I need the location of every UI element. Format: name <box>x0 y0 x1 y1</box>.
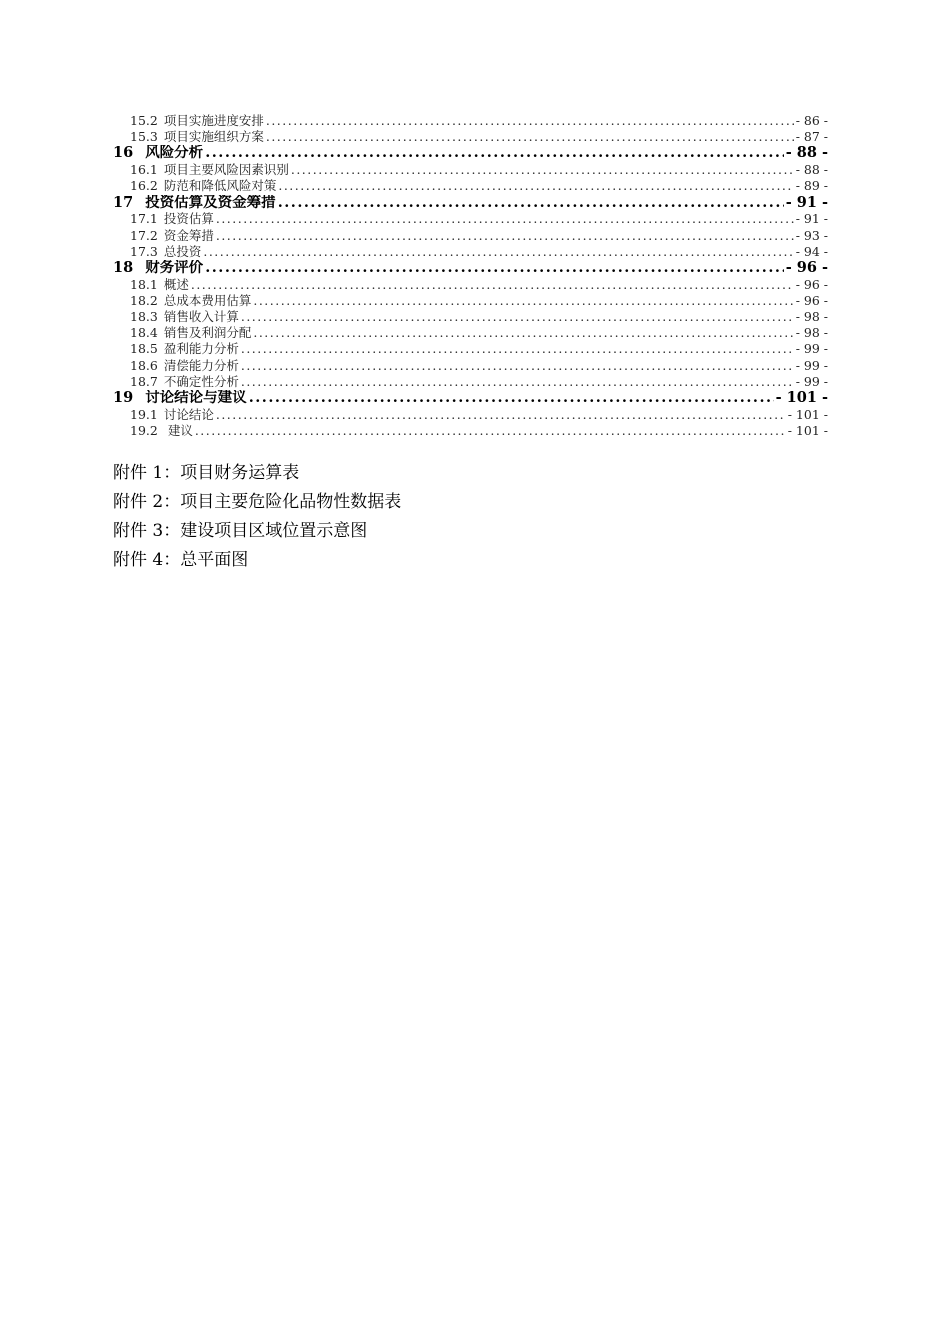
toc-section-entry[interactable] <box>113 374 828 390</box>
toc-entry-text: 讨论结论与建议 <box>145 390 247 407</box>
toc-entry-text: 不确定性分析 <box>163 373 239 389</box>
toc-page-number: - 91 - <box>785 194 828 211</box>
toc-entry-text: 财务评价 <box>145 259 204 276</box>
toc-entry-text: 防范和降低风险对策 <box>163 178 277 194</box>
toc-section-entry[interactable] <box>113 277 828 293</box>
toc-entry-text: 销售及利润分配 <box>163 325 252 341</box>
toc-page-number: - 96 - <box>785 259 828 276</box>
toc-page-number: - 86 - <box>795 113 828 128</box>
toc-page-number: - 89 - <box>795 178 828 194</box>
toc-page-number: - 98 - <box>795 309 828 325</box>
toc-page-number: - 101 - <box>787 406 828 422</box>
toc-dot-leader <box>266 129 794 145</box>
toc-entry-text: 清偿能力分析 <box>163 357 239 373</box>
toc-section-entry[interactable] <box>113 211 828 227</box>
toc-entry-title <box>130 341 239 357</box>
toc-entry-number: 18.2 <box>130 292 158 308</box>
toc-dot-leader <box>241 358 794 374</box>
toc-dot-leader <box>191 277 794 293</box>
toc-dot-leader <box>195 423 786 439</box>
toc-entry-text: 项目实施组织方案 <box>163 129 264 145</box>
table-of-contents <box>113 113 828 439</box>
toc-section-entry[interactable] <box>113 113 828 129</box>
toc-entry-text: 概述 <box>163 276 189 292</box>
toc-section-entry[interactable] <box>113 423 828 439</box>
toc-entry-title <box>130 423 193 439</box>
toc-dot-leader <box>291 162 794 178</box>
toc-entry-number: 18 <box>113 259 134 276</box>
toc-entry-title <box>113 390 247 407</box>
toc-section-entry[interactable] <box>113 178 828 194</box>
toc-entry-number: 17.1 <box>130 211 158 227</box>
toc-page-number: - 98 - <box>795 325 828 341</box>
toc-entry-title <box>113 260 203 277</box>
toc-page-number: - 96 - <box>795 292 828 308</box>
toc-entry-title <box>130 293 251 309</box>
toc-section-entry[interactable] <box>113 129 828 145</box>
toc-entry-number: 16.1 <box>130 162 158 178</box>
toc-entry-text: 项目实施进度安排 <box>163 113 264 128</box>
toc-dot-leader <box>241 374 794 390</box>
toc-entry-number: 19.2 <box>130 423 158 438</box>
toc-entry-number: 17.3 <box>130 243 158 259</box>
toc-section-entry[interactable] <box>113 325 828 341</box>
appendix-item: 附件 1：项目财务运算表 <box>113 463 300 483</box>
toc-entry-title <box>130 325 251 341</box>
toc-entry-title <box>130 309 239 325</box>
toc-chapter-entry[interactable] <box>113 195 828 212</box>
toc-entry-title <box>130 211 214 227</box>
toc-entry-number: 17.2 <box>130 227 158 243</box>
toc-page-number: - 88 - <box>795 162 828 178</box>
appendix-item: 附件 3：建设项目区域位置示意图 <box>113 521 368 541</box>
toc-entry-number: 15.2 <box>130 113 158 128</box>
toc-page-number: - 96 - <box>795 276 828 292</box>
toc-page-number: - 94 - <box>795 243 828 259</box>
toc-section-entry[interactable] <box>113 293 828 309</box>
toc-entry-number: 18.1 <box>130 276 158 292</box>
toc-entry-text: 资金筹措 <box>163 227 214 243</box>
toc-entry-number: 18.7 <box>130 373 158 389</box>
toc-dot-leader <box>278 195 784 212</box>
toc-page-number: - 88 - <box>785 145 828 162</box>
toc-dot-leader <box>205 260 784 277</box>
toc-dot-leader <box>249 390 774 407</box>
toc-dot-leader <box>216 228 794 244</box>
toc-entry-text: 投资估算及资金筹措 <box>145 194 276 211</box>
toc-entry-title <box>130 358 239 374</box>
toc-dot-leader <box>216 211 794 227</box>
toc-section-entry[interactable] <box>113 407 828 423</box>
toc-entry-number: 18.4 <box>130 325 158 341</box>
toc-entry-text: 建议 <box>163 423 193 438</box>
toc-dot-leader <box>241 341 794 357</box>
appendix-list <box>113 459 401 575</box>
toc-entry-number: 19.1 <box>130 406 158 422</box>
toc-entry-title <box>130 228 214 244</box>
toc-entry-title <box>130 244 201 260</box>
toc-page-number: - 99 - <box>795 373 828 389</box>
toc-section-entry[interactable] <box>113 244 828 260</box>
toc-entry-title <box>130 113 264 129</box>
toc-section-entry[interactable] <box>113 162 828 178</box>
toc-page-number: - 99 - <box>795 341 828 357</box>
toc-dot-leader <box>253 293 793 309</box>
appendix-item: 附件 4：总平面图 <box>113 550 249 570</box>
toc-section-entry[interactable] <box>113 341 828 357</box>
toc-dot-leader <box>266 113 794 129</box>
toc-entry-text: 项目主要风险因素识别 <box>163 162 289 178</box>
toc-entry-number: 16 <box>113 145 134 162</box>
toc-dot-leader <box>205 145 784 162</box>
toc-page-number: - 101 - <box>787 423 828 438</box>
toc-entry-title <box>130 162 289 178</box>
toc-dot-leader <box>203 244 793 260</box>
toc-dot-leader <box>241 309 794 325</box>
toc-chapter-entry[interactable] <box>113 390 828 407</box>
toc-page-number: - 91 - <box>795 211 828 227</box>
appendix-item: 附件 2：项目主要危险化品物性数据表 <box>113 492 402 512</box>
toc-dot-leader <box>216 407 786 423</box>
toc-entry-text: 盈利能力分析 <box>163 341 239 357</box>
toc-entry-title <box>130 407 214 423</box>
toc-section-entry[interactable] <box>113 309 828 325</box>
toc-entry-text: 销售收入计算 <box>163 309 239 325</box>
toc-entry-title <box>113 145 203 162</box>
toc-chapter-entry[interactable] <box>113 145 828 162</box>
toc-entry-number: 18.3 <box>130 309 158 325</box>
toc-entry-title <box>130 129 264 145</box>
toc-entry-title <box>130 178 276 194</box>
toc-entry-text: 讨论结论 <box>163 406 214 422</box>
toc-page-number: - 93 - <box>795 227 828 243</box>
toc-entry-title <box>130 277 189 293</box>
toc-page-number: - 101 - <box>775 390 828 407</box>
toc-chapter-entry[interactable] <box>113 260 828 277</box>
toc-section-entry[interactable] <box>113 228 828 244</box>
toc-entry-text: 投资估算 <box>163 211 214 227</box>
toc-section-entry[interactable] <box>113 358 828 374</box>
toc-entry-number: 19 <box>113 390 134 407</box>
toc-entry-number: 15.3 <box>130 129 158 145</box>
toc-entry-text: 总成本费用估算 <box>163 292 252 308</box>
toc-entry-text: 风险分析 <box>145 145 204 162</box>
toc-entry-number: 18.6 <box>130 357 158 373</box>
toc-entry-number: 16.2 <box>130 178 158 194</box>
toc-page-number: - 99 - <box>795 357 828 373</box>
toc-entry-number: 17 <box>113 194 134 211</box>
toc-dot-leader <box>278 178 793 194</box>
toc-page-number: - 87 - <box>795 129 828 145</box>
toc-entry-title <box>130 374 239 390</box>
toc-dot-leader <box>253 325 793 341</box>
toc-entry-title <box>113 195 276 212</box>
toc-entry-text: 总投资 <box>163 243 202 259</box>
toc-entry-number: 18.5 <box>130 341 158 357</box>
